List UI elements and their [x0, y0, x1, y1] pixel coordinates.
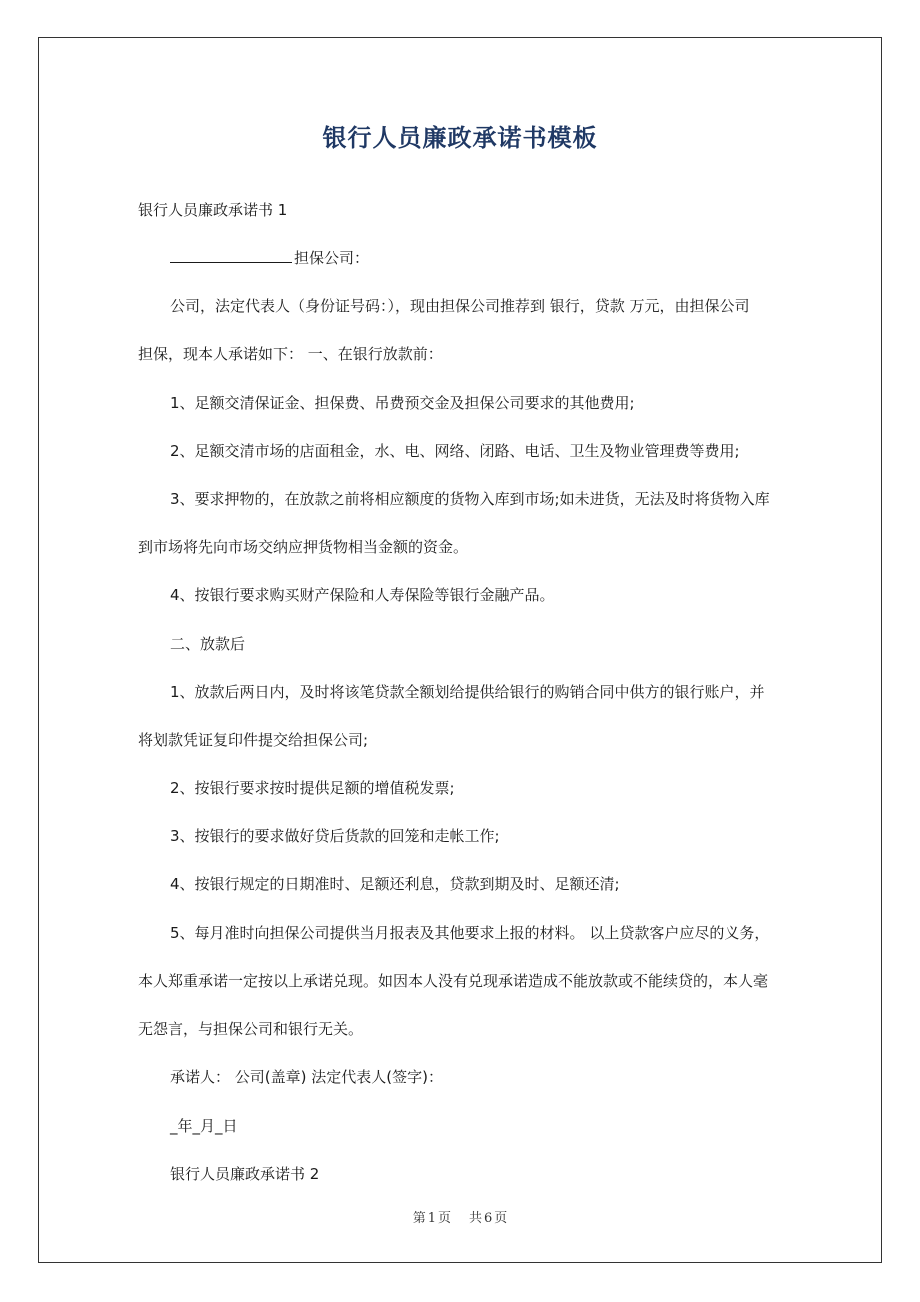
- list-item: 4、按银行规定的日期准时、足额还利息，贷款到期及时、足额还清;: [170, 875, 620, 893]
- list-item: 1、放款后两日内，及时将该笔贷款全额划给提供给银行的购销合同中供方的银行账户，并: [170, 683, 765, 701]
- section-subheading: 二、放款后: [170, 635, 246, 653]
- list-item: 5、每月准时向担保公司提供当月报表及其他要求上报的材料。 以上贷款客户应尽的义务，: [170, 924, 770, 942]
- section-heading-2: 银行人员廉政承诺书 2: [170, 1165, 320, 1183]
- total-suffix: 页: [494, 1211, 508, 1226]
- list-item-continued: 到市场将先向市场交纳应押货物相当金额的资金。: [138, 538, 469, 556]
- list-item: 1、足额交清保证金、担保费、吊费预交金及担保公司要求的其他费用;: [170, 394, 635, 412]
- list-item: 4、按银行要求购买财产保险和人寿保险等银行金融产品。: [170, 586, 555, 604]
- section-heading-1: 银行人员廉政承诺书 1: [138, 201, 288, 219]
- list-item: 2、按银行要求按时提供足额的增值税发票;: [170, 779, 455, 797]
- list-item-continued: 无怨言，与担保公司和银行无关。: [138, 1020, 364, 1038]
- addressee-text: 担保公司：: [294, 249, 370, 267]
- page-current: 1: [427, 1211, 436, 1226]
- page-label-suffix: 页: [437, 1211, 451, 1226]
- page-footer: [0, 1207, 920, 1226]
- list-item-continued: 将划款凭证复印件提交给担保公司;: [138, 731, 369, 749]
- paragraph-line: 公司，法定代表人（身份证号码：），现由担保公司推荐到 银行，贷款 万元，由担保公司: [170, 297, 750, 315]
- list-item: 2、足额交清市场的店面租金，水、电、网络、闭路、电话、卫生及物业管理费等费用;: [170, 442, 740, 460]
- page-border: [38, 37, 882, 1263]
- paragraph-line: 担保，现本人承诺如下： 一、在银行放款前：: [138, 345, 443, 363]
- page-label-prefix: 第: [412, 1211, 426, 1226]
- signature-line: 承诺人： 公司(盖章) 法定代表人(签字)：: [170, 1068, 443, 1086]
- page-total: 6: [484, 1211, 493, 1226]
- addressee-line: [170, 248, 369, 268]
- blank-underline: [170, 248, 292, 263]
- list-item-continued: 本人郑重承诺一定按以上承诺兑现。如因本人没有兑现承诺造成不能放款或不能续贷的，本人毫: [138, 972, 769, 990]
- list-item: 3、按银行的要求做好贷后货款的回笼和走帐工作;: [170, 827, 500, 845]
- date-line: _年_月_日: [170, 1117, 238, 1135]
- document-title: 银行人员廉政承诺书模板: [322, 124, 598, 152]
- list-item: 3、要求押物的，在放款之前将相应额度的货物入库到市场;如未进货，无法及时将货物入库: [170, 490, 770, 508]
- total-prefix: 共: [469, 1211, 483, 1226]
